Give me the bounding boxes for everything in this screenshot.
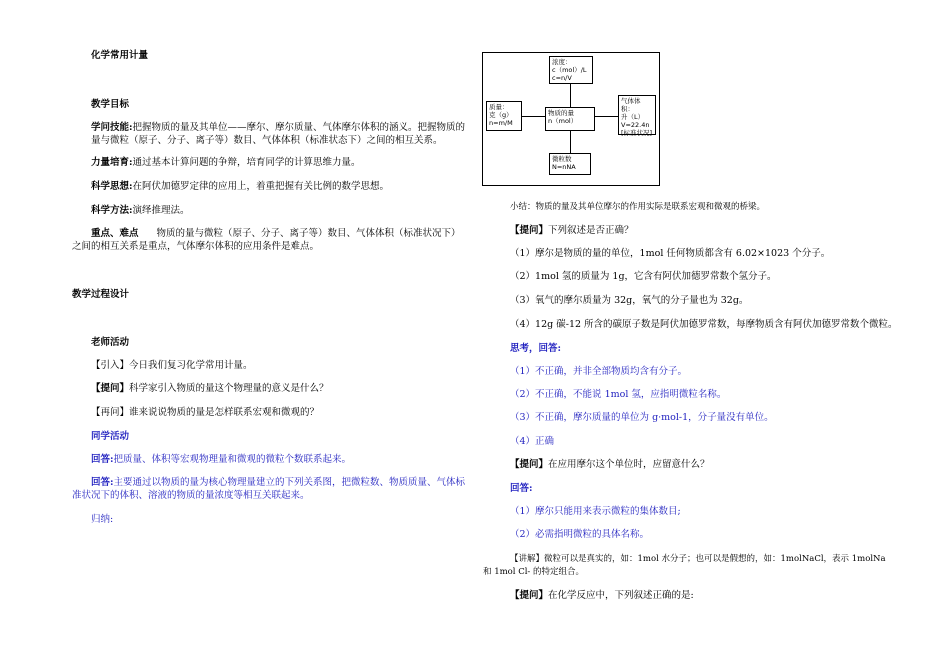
again-tag: 【再问】 bbox=[91, 407, 130, 418]
question4-text: 在化学反应中，下列叙述正确的是: bbox=[548, 590, 694, 601]
mass-line2: 克（g） bbox=[489, 111, 513, 119]
statement-3: （3）氧气的摩尔质量为 32g，氧气的分子量也为 32g。 bbox=[510, 295, 749, 306]
statement-2: （2）1mol 氢的质量为 1g，它含有阿伏加德罗常数个氢分子。 bbox=[510, 271, 777, 282]
answer-a2: （2）不正确，不能说 1mol 氢，应指明微粒名称。 bbox=[510, 389, 727, 400]
teacher-heading: 老师活动 bbox=[91, 337, 130, 348]
particle-line2: N=nNA bbox=[552, 163, 576, 171]
answer1-label: 回答: bbox=[91, 454, 114, 465]
question3-text: 在应用摩尔这个单位时，应留意什么？ bbox=[548, 459, 710, 470]
key-label: 重点、难点 bbox=[91, 228, 139, 239]
method-label: 科学方法: bbox=[91, 205, 133, 216]
particle-node bbox=[549, 153, 591, 175]
again-text: 谁来说说物质的量是怎样联系宏观和微观的？ bbox=[129, 407, 320, 418]
edge-right bbox=[595, 116, 619, 117]
intro-line bbox=[91, 359, 253, 373]
process-heading: 教学过程设计 bbox=[72, 289, 130, 300]
gas-line3: V=22.4n bbox=[621, 121, 650, 129]
summary-label: 归纳: bbox=[91, 514, 114, 525]
question1-text: 科学家引入物质的量这个物理量的意义是什么？ bbox=[129, 383, 329, 394]
answer-a1: （1）不正确，并非全部物质均含有分子。 bbox=[510, 366, 688, 377]
statement-1: （1）摩尔是物质的量的单位，1mol 任何物质都含有 6.02×1023 个分子。 bbox=[510, 248, 831, 259]
answer1-line bbox=[91, 453, 351, 467]
particle-line1: 微粒数 bbox=[552, 155, 572, 163]
mass-line3: n=m/M bbox=[489, 119, 513, 127]
gas-line1: 气体体积： bbox=[621, 97, 641, 113]
conc-line1: 浓度： bbox=[552, 58, 572, 66]
answer2-text-1: 主要通过以物质的量为核心物理量建立的下列关系图，把微粒数、物质质量、气体标 bbox=[113, 477, 466, 488]
key-line1 bbox=[91, 227, 461, 241]
intro-tag: 【引入】 bbox=[91, 360, 130, 371]
question3-tag: 【提问】 bbox=[510, 459, 549, 470]
science-line bbox=[91, 180, 389, 194]
mass-node bbox=[486, 101, 522, 131]
answer2-line2: 准状况下的体积、溶液的物质的量浓度等相互关联起来。 bbox=[72, 490, 310, 501]
question2-text: 下列叙述是否正确？ bbox=[548, 225, 634, 236]
edge-top bbox=[570, 83, 571, 107]
gas-line4: [标准状况] bbox=[621, 129, 653, 137]
key-line2: 之间的相互关系是重点，气体摩尔体积的应用条件是难点。 bbox=[72, 241, 320, 252]
question2-line bbox=[510, 224, 634, 238]
key-text-1: 物质的量与微粒（原子、分子、离子等）数目、气体体积（标准状况下） bbox=[156, 228, 461, 239]
amount-center-node bbox=[545, 107, 595, 131]
knowledge-line1 bbox=[91, 121, 465, 135]
relationship-diagram bbox=[482, 52, 660, 186]
knowledge-label: 学问技能: bbox=[91, 122, 133, 133]
answer-b1: （1）摩尔只能用来表示微粒的集体数目; bbox=[510, 506, 681, 517]
question1-tag: 【提问】 bbox=[91, 383, 130, 394]
science-label: 科学思想: bbox=[91, 181, 133, 192]
lecture-line2: 和 1mol Cl- 的特定组合。 bbox=[483, 567, 585, 577]
mass-line1: 质量： bbox=[489, 103, 509, 111]
knowledge-line2: 量与微粒（原子、分子、离子等）数目、气体体积（标准状态下）之间的相互关系。 bbox=[91, 135, 443, 146]
ability-line bbox=[91, 156, 361, 170]
question4-line bbox=[510, 589, 694, 603]
center-line1: 物质的量 bbox=[548, 109, 574, 117]
conc-line2: c（mol）/L bbox=[552, 66, 587, 74]
answer-a3: （3）不正确，摩尔质量的单位为 g·mol-1，分子量没有单位。 bbox=[510, 412, 774, 423]
think-heading: 思考，回答: bbox=[510, 343, 562, 354]
answer1-text: 把质量、体积等宏观物理量和微观的微粒个数联系起来。 bbox=[113, 454, 352, 465]
answer-heading: 回答: bbox=[510, 483, 533, 494]
ability-text: 通过基本计算问题的争辩，培育同学的计算思维力量。 bbox=[132, 157, 361, 168]
lecture-line1: 【讲解】微粒可以是真实的，如：1mol 水分子；也可以是假想的，如：1molNaCl，表示 1molNa bbox=[510, 554, 886, 564]
gas-line2: 升（L） bbox=[621, 113, 645, 121]
page-title: 化学常用计量 bbox=[91, 50, 149, 61]
student-heading: 同学活动 bbox=[91, 431, 130, 442]
edge-bottom bbox=[570, 131, 571, 153]
conc-line3: c=n/V bbox=[552, 74, 572, 82]
answer-a4: （4）正确 bbox=[510, 436, 555, 447]
statement-4: （4）12g 碳-12 所含的碳原子数是阿伏加德罗常数，每摩物质含有阿伏加德罗常数个微粒。 bbox=[510, 319, 898, 330]
conclusion-line: 小结：物质的量及其单位摩尔的作用实际是联系宏观和微观的桥梁。 bbox=[510, 202, 766, 212]
question1-line bbox=[91, 382, 329, 396]
gas-volume-node bbox=[618, 95, 656, 135]
method-text: 演绎推理法。 bbox=[132, 205, 190, 216]
again-line bbox=[91, 406, 319, 420]
question3-line bbox=[510, 458, 710, 472]
question4-tag: 【提问】 bbox=[510, 590, 549, 601]
ability-label: 力量培育: bbox=[91, 157, 133, 168]
objectives-heading: 教学目标 bbox=[91, 99, 130, 110]
edge-left bbox=[521, 116, 546, 117]
answer-b2: （2）必需指明微粒的具体名称。 bbox=[510, 529, 650, 540]
answer2-label: 回答: bbox=[91, 477, 114, 488]
intro-text: 今日我们复习化学常用计量。 bbox=[129, 360, 253, 371]
science-text: 在阿伏加德罗定律的应用上，着重把握有关比例的数学思想。 bbox=[132, 181, 390, 192]
center-line2: n（mol） bbox=[548, 117, 578, 125]
answer2-line1 bbox=[91, 476, 465, 490]
method-line bbox=[91, 204, 190, 218]
concentration-node bbox=[549, 56, 593, 84]
knowledge-text-1: 把握物质的量及其单位——摩尔、摩尔质量、气体摩尔体积的涵义。把握物质的 bbox=[132, 122, 466, 133]
question2-tag: 【提问】 bbox=[510, 225, 549, 236]
